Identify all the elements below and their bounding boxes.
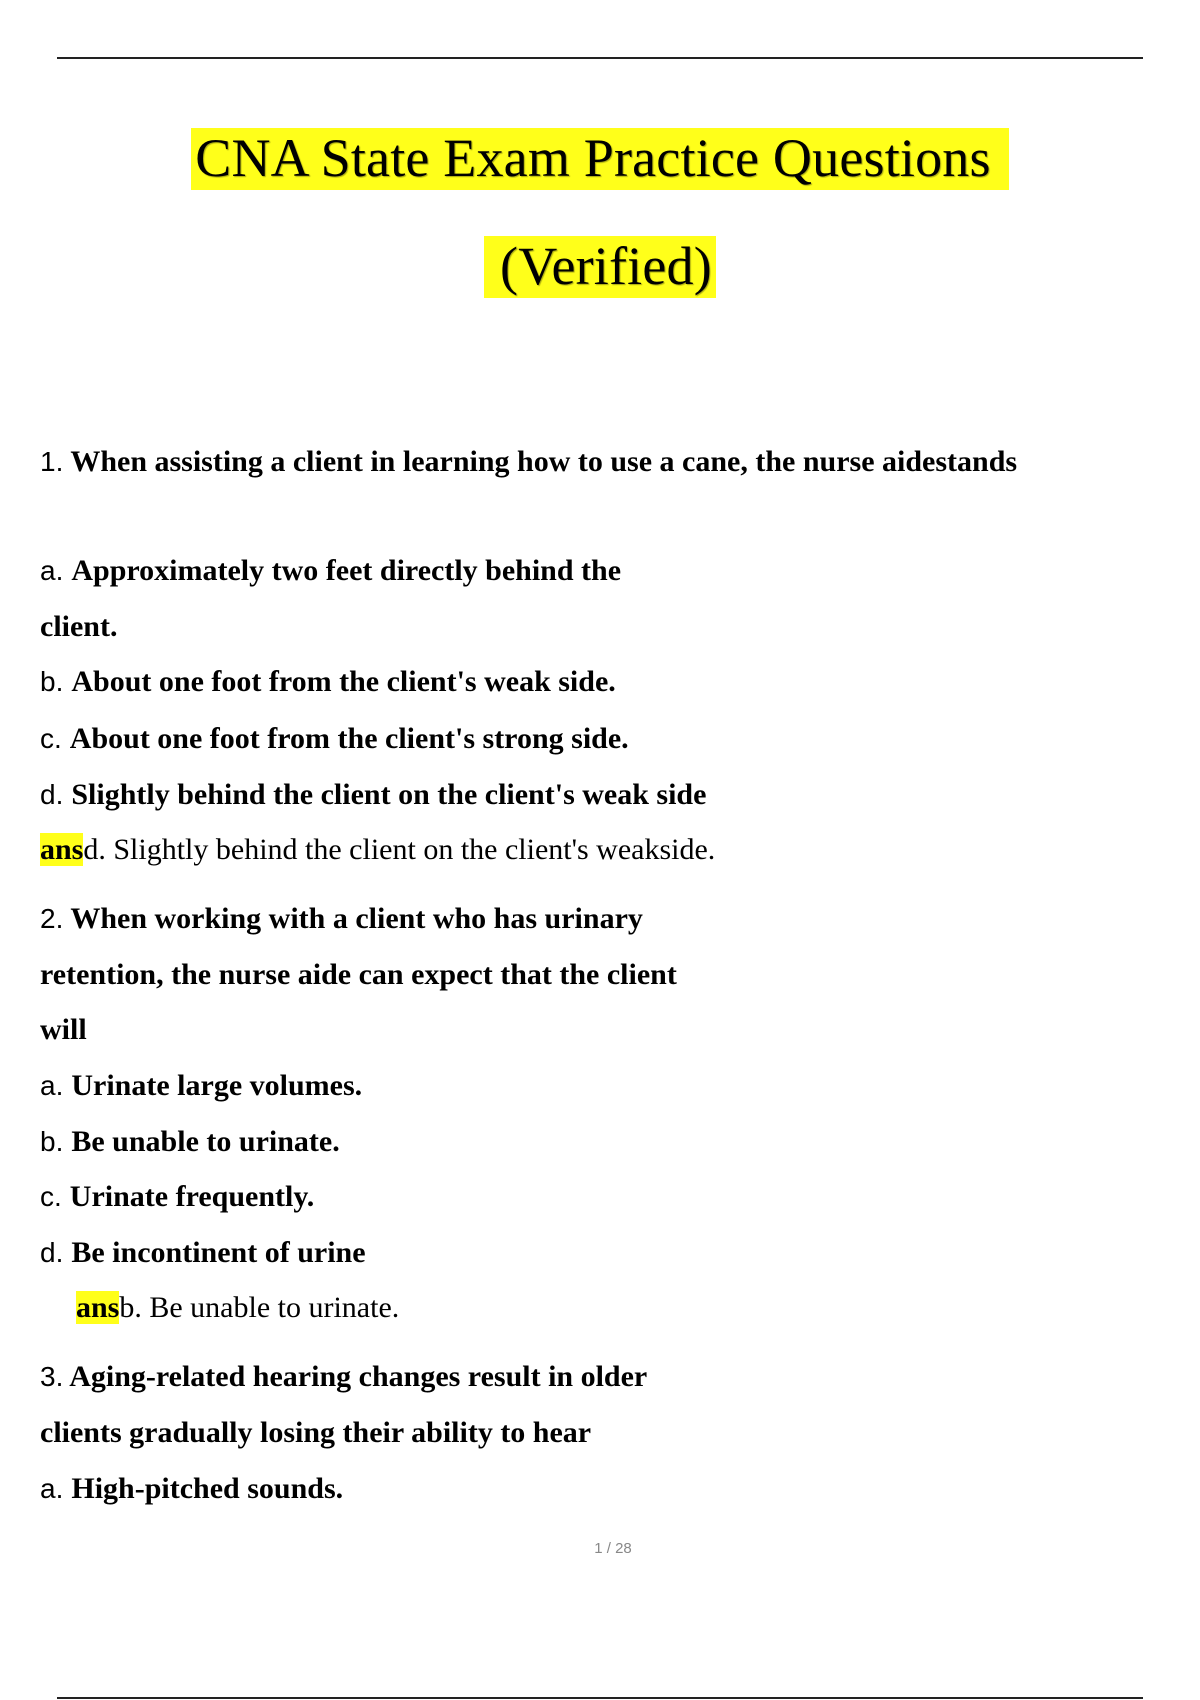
- option-label: a.: [40, 555, 64, 586]
- question-3-stem: [40, 1358, 647, 1396]
- option-label: d.: [40, 1237, 64, 1268]
- question-2-stem: [40, 900, 643, 938]
- question-3-stem-line-1: Aging-related hearing changes result in older: [63, 1360, 648, 1393]
- stem-text: clients gradually losing their ability to hear: [40, 1416, 592, 1449]
- question-1-number: 1.: [40, 446, 64, 477]
- answer-text: b. Be unable to urinate.: [119, 1291, 400, 1324]
- question-2-option-a: [40, 1067, 362, 1105]
- question-2-option-c: [40, 1178, 314, 1216]
- question-2-stem-line-2: [40, 956, 677, 994]
- stem-text: will: [40, 1013, 87, 1046]
- question-2-option-d: [40, 1234, 366, 1272]
- question-1-answer: [40, 831, 715, 869]
- option-text: Urinate large volumes.: [71, 1069, 363, 1102]
- document-title-line-1: [0, 123, 1200, 193]
- page-indicator: 1 / 28: [594, 1540, 632, 1557]
- option-text: Be incontinent of urine: [71, 1236, 366, 1269]
- answer-tag: ans: [76, 1291, 120, 1324]
- question-1-option-c: [40, 720, 629, 758]
- question-2-stem-line-1: When working with a client who has urinary: [63, 902, 643, 935]
- option-text: About one foot from the client's weak side.: [71, 665, 616, 698]
- question-1-stem-line-1: When assisting a client in learning how to use a cane, the nurse aidestands: [63, 445, 1018, 478]
- option-text: Approximately two feet directly behind the: [71, 554, 622, 587]
- option-text: About one foot from the client's strong side.: [69, 722, 629, 755]
- question-1-option-a: [40, 552, 621, 590]
- option-label: a.: [40, 1070, 64, 1101]
- option-text: client.: [40, 610, 118, 643]
- question-2-number: 2.: [40, 903, 64, 934]
- stem-text: retention, the nurse aide can expect that the client: [40, 958, 677, 991]
- option-text: High-pitched sounds.: [71, 1472, 344, 1505]
- question-2-option-b: [40, 1123, 340, 1161]
- option-label: b.: [40, 666, 64, 697]
- option-label: c.: [40, 723, 62, 754]
- title-highlight-1: CNA State Exam Practice Questions: [191, 128, 1008, 190]
- question-1-option-b: [40, 663, 616, 701]
- option-label: d.: [40, 779, 64, 810]
- answer-text: d. Slightly behind the client on the client's weakside.: [83, 833, 716, 866]
- option-label: c.: [40, 1181, 62, 1212]
- answer-tag: ans: [40, 833, 84, 866]
- option-text: Slightly behind the client on the client's weak side: [71, 778, 707, 811]
- option-text: Be unable to urinate.: [71, 1125, 340, 1158]
- question-3-stem-line-2: [40, 1414, 591, 1452]
- question-3-number: 3.: [40, 1361, 64, 1392]
- top-rule: [57, 57, 1143, 59]
- question-1-option-a-continued: [40, 608, 117, 646]
- bottom-rule: [57, 1697, 1143, 1699]
- question-3-option-a: [40, 1470, 343, 1508]
- question-1-stem: [40, 443, 1017, 481]
- question-2-answer: [76, 1289, 399, 1327]
- title-highlight-2: (Verified): [484, 236, 716, 298]
- option-text: Urinate frequently.: [69, 1180, 315, 1213]
- question-2-stem-line-3: [40, 1011, 87, 1049]
- document-title-line-2: [0, 231, 1200, 301]
- option-label: a.: [40, 1473, 64, 1504]
- option-label: b.: [40, 1126, 64, 1157]
- question-1-option-d: [40, 776, 706, 814]
